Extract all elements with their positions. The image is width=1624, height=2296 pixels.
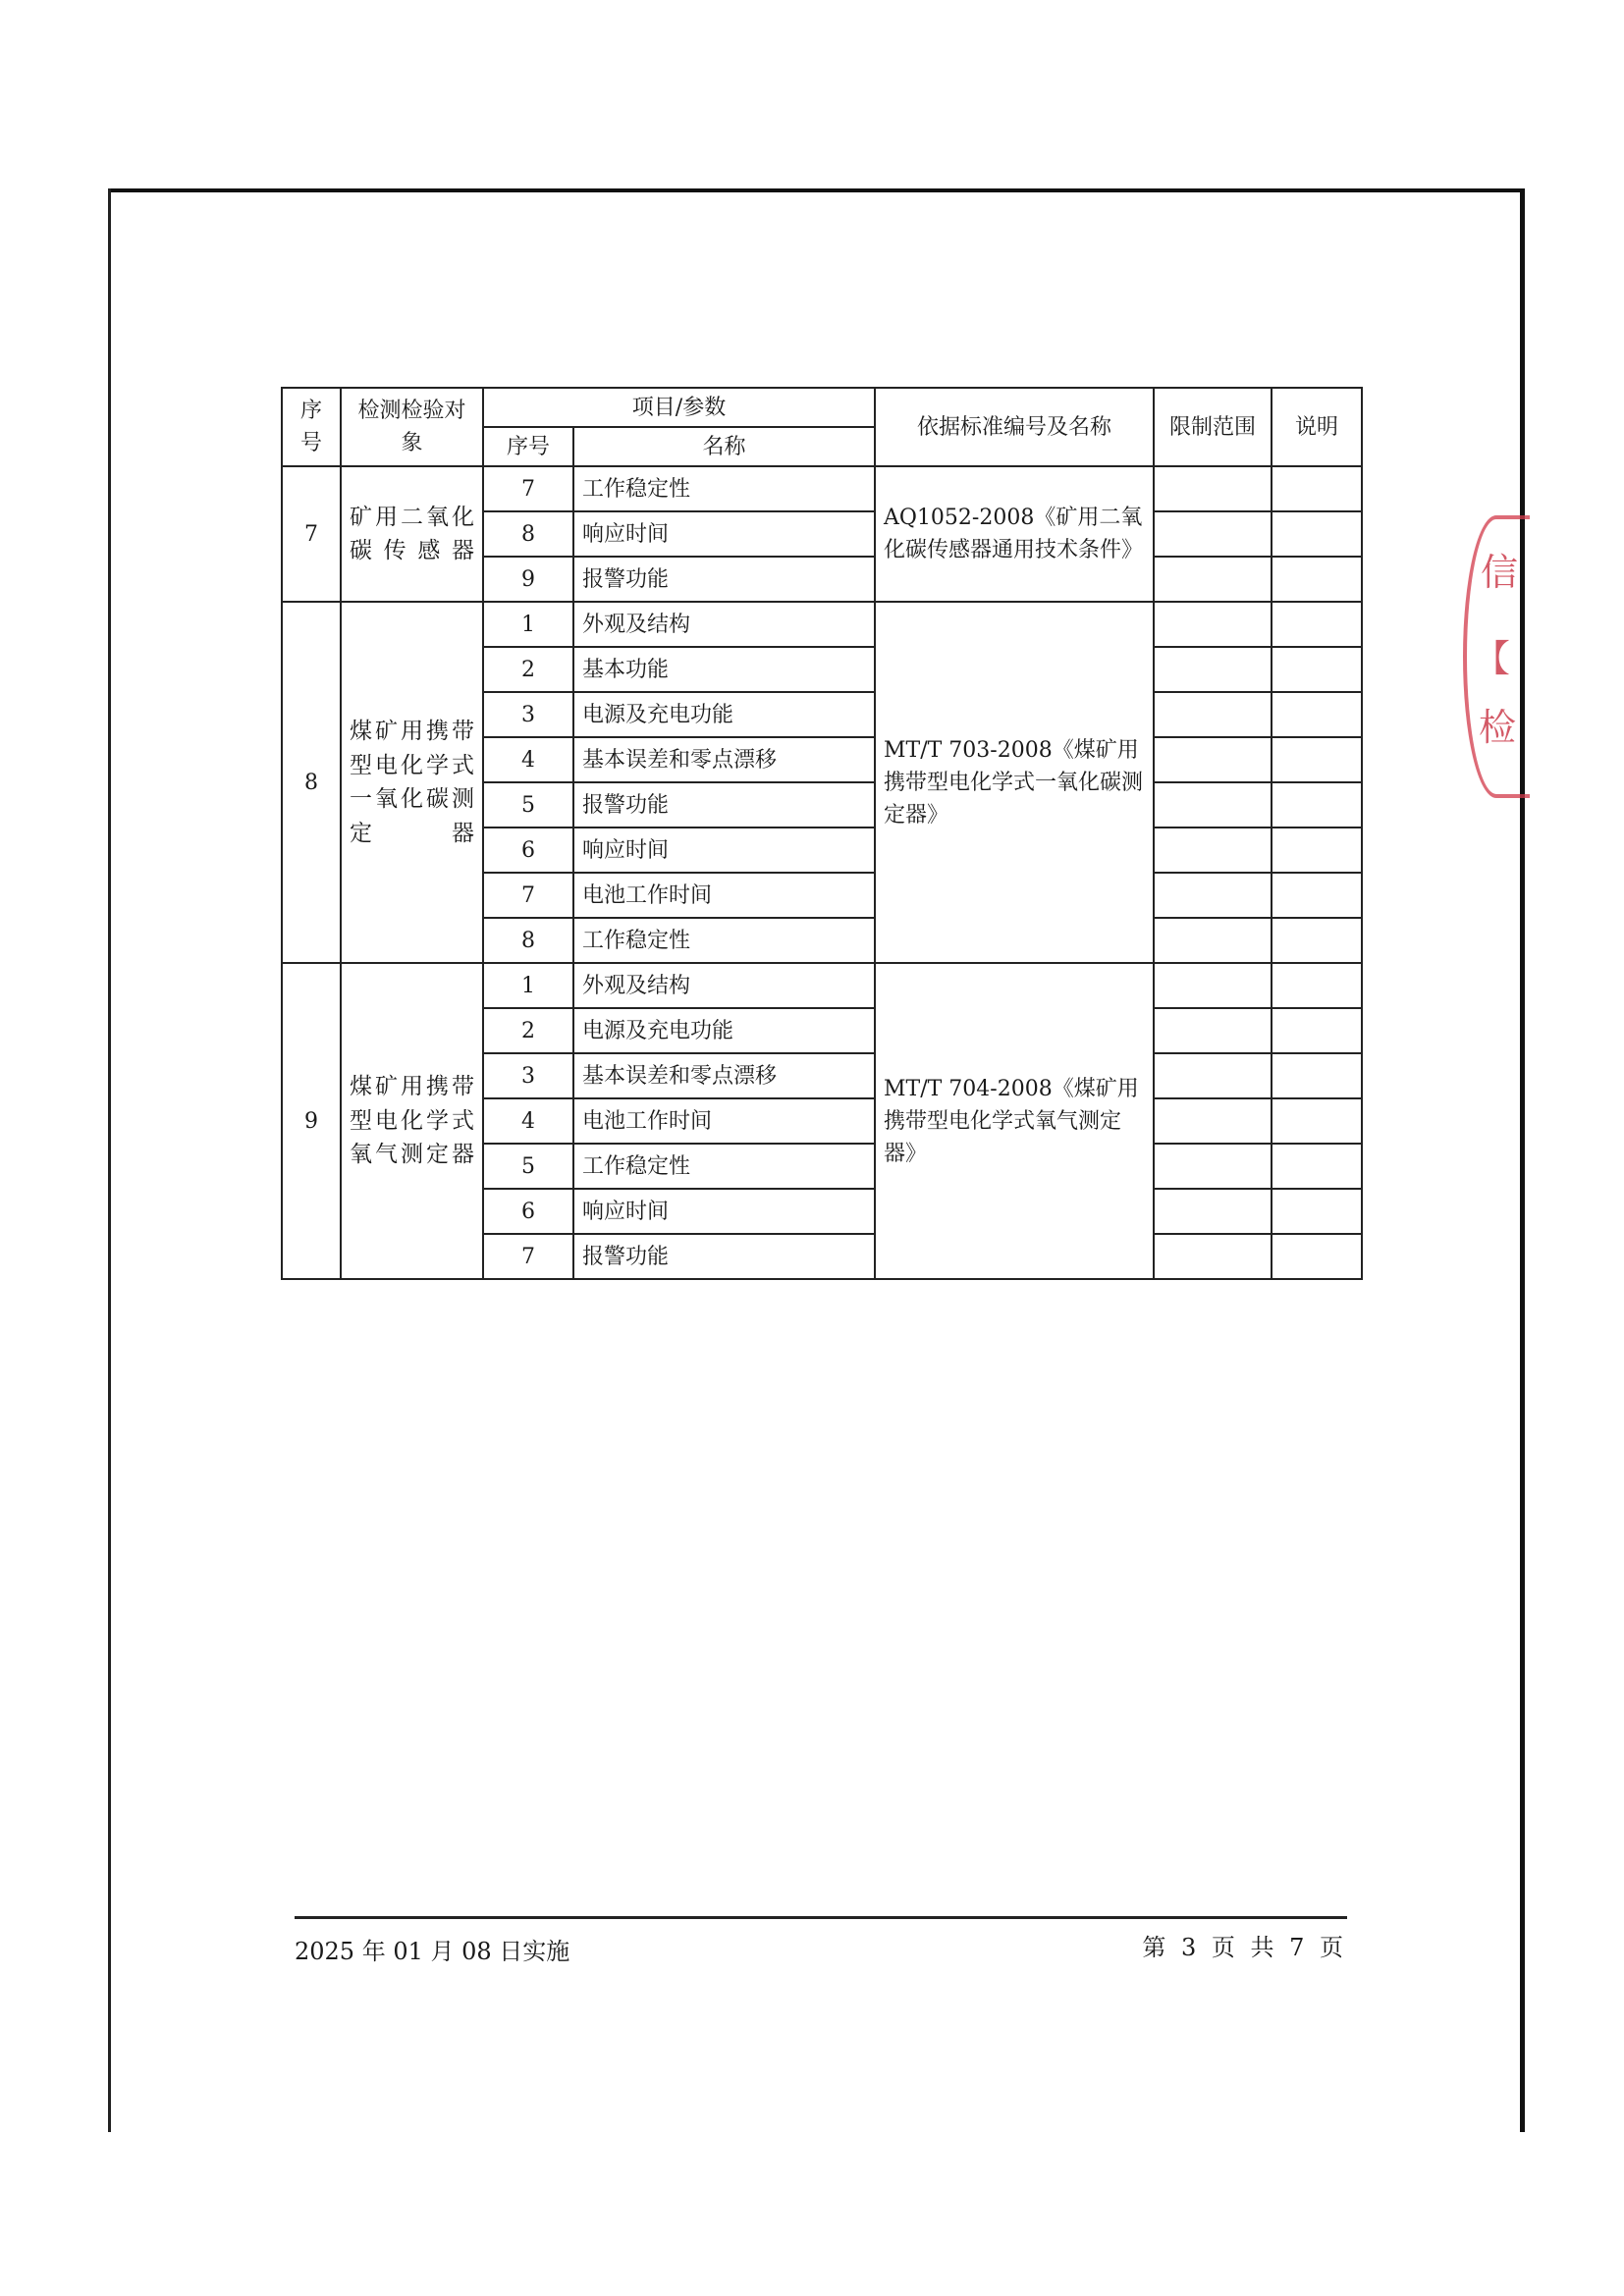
item-name: 报警功能 [573,1234,875,1279]
limit-cell [1154,511,1272,557]
stamp-char: 【 [1473,637,1511,680]
limit-cell [1154,1008,1272,1053]
item-name: 报警功能 [573,557,875,602]
item-no: 2 [483,647,573,692]
item-name: 响应时间 [573,1189,875,1234]
scan-border-right [1520,188,1525,2132]
group-object: 煤矿用携带型电化学式一氧化碳测定器 [341,602,483,963]
limit-cell [1154,828,1272,873]
item-no: 3 [483,692,573,737]
table-body [282,466,1362,1279]
header-name: 名称 [573,427,875,466]
header-standard: 依据标准编号及名称 [875,388,1154,466]
stamp-char: 检 [1479,706,1517,749]
note-cell [1272,737,1362,782]
limit-cell [1154,918,1272,963]
limit-cell [1154,647,1272,692]
item-name: 响应时间 [573,828,875,873]
limit-cell [1154,1189,1272,1234]
item-no: 8 [483,511,573,557]
stamp-char: 信 [1481,551,1519,594]
limit-cell [1154,782,1272,828]
item-name: 电源及充电功能 [573,692,875,737]
item-no: 9 [483,557,573,602]
note-cell [1272,918,1362,963]
table-row [282,963,1362,1008]
item-no: 7 [483,466,573,511]
item-name: 外观及结构 [573,602,875,647]
item-no: 1 [483,963,573,1008]
item-name: 响应时间 [573,511,875,557]
header-seq: 序号 [282,388,341,466]
limit-cell [1154,873,1272,918]
limit-cell [1154,737,1272,782]
item-no: 2 [483,1008,573,1053]
note-cell [1272,1098,1362,1144]
group-object: 煤矿用携带型电化学式氧气测定器 [341,963,483,1279]
group-standard: AQ1052-2008《矿用二氧化碳传感器通用技术条件》 [875,466,1154,602]
item-name: 外观及结构 [573,963,875,1008]
table-header-row [282,388,1362,427]
limit-cell [1154,602,1272,647]
item-name: 工作稳定性 [573,466,875,511]
group-object: 矿用二氧化碳传感器 [341,466,483,602]
header-sub-seq: 序号 [483,427,573,466]
note-cell [1272,602,1362,647]
limit-cell [1154,466,1272,511]
item-no: 6 [483,1189,573,1234]
note-cell [1272,1234,1362,1279]
effective-date: 2025 年 01 月 08 日实施 [295,1938,570,1965]
item-no: 7 [483,1234,573,1279]
note-cell [1272,647,1362,692]
note-cell [1272,782,1362,828]
group-seq: 7 [282,466,341,602]
group-seq: 9 [282,963,341,1279]
item-name: 电池工作时间 [573,873,875,918]
group-standard: MT/T 704-2008《煤矿用携带型电化学式氧气测定器》 [875,963,1154,1279]
note-cell [1272,466,1362,511]
scan-border-top [108,188,1522,192]
header-object: 检测检验对象 [341,388,483,466]
note-cell [1272,963,1362,1008]
note-cell [1272,1144,1362,1189]
item-name: 工作稳定性 [573,918,875,963]
scan-border-left [108,188,111,2132]
limit-cell [1154,1144,1272,1189]
page-number: 第 3 页 共 7 页 [1142,1934,1347,1961]
group-standard: MT/T 703-2008《煤矿用携带型电化学式一氧化碳测定器》 [875,602,1154,963]
item-no: 5 [483,1144,573,1189]
header-limit: 限制范围 [1154,388,1272,466]
limit-cell [1154,557,1272,602]
item-name: 报警功能 [573,782,875,828]
note-cell [1272,511,1362,557]
item-no: 4 [483,1098,573,1144]
note-cell [1272,1053,1362,1098]
note-cell [1272,557,1362,602]
limit-cell [1154,1053,1272,1098]
item-no: 7 [483,873,573,918]
item-no: 8 [483,918,573,963]
limit-cell [1154,1098,1272,1144]
limit-cell [1154,1234,1272,1279]
item-name: 电池工作时间 [573,1098,875,1144]
item-name: 基本误差和零点漂移 [573,737,875,782]
limit-cell [1154,963,1272,1008]
header-note: 说明 [1272,388,1362,466]
item-no: 5 [483,782,573,828]
item-name: 工作稳定性 [573,1144,875,1189]
note-cell [1272,828,1362,873]
note-cell [1272,873,1362,918]
inspection-scope-table [281,387,1363,1280]
item-no: 4 [483,737,573,782]
footer-divider [295,1916,1347,1919]
group-seq: 8 [282,602,341,963]
note-cell [1272,1189,1362,1234]
item-name: 电源及充电功能 [573,1008,875,1053]
table-row [282,602,1362,647]
item-no: 1 [483,602,573,647]
note-cell [1272,692,1362,737]
item-no: 6 [483,828,573,873]
limit-cell [1154,692,1272,737]
item-name: 基本误差和零点漂移 [573,1053,875,1098]
item-no: 3 [483,1053,573,1098]
table-row [282,466,1362,511]
item-name: 基本功能 [573,647,875,692]
header-item-param: 项目/参数 [483,388,875,427]
note-cell [1272,1008,1362,1053]
